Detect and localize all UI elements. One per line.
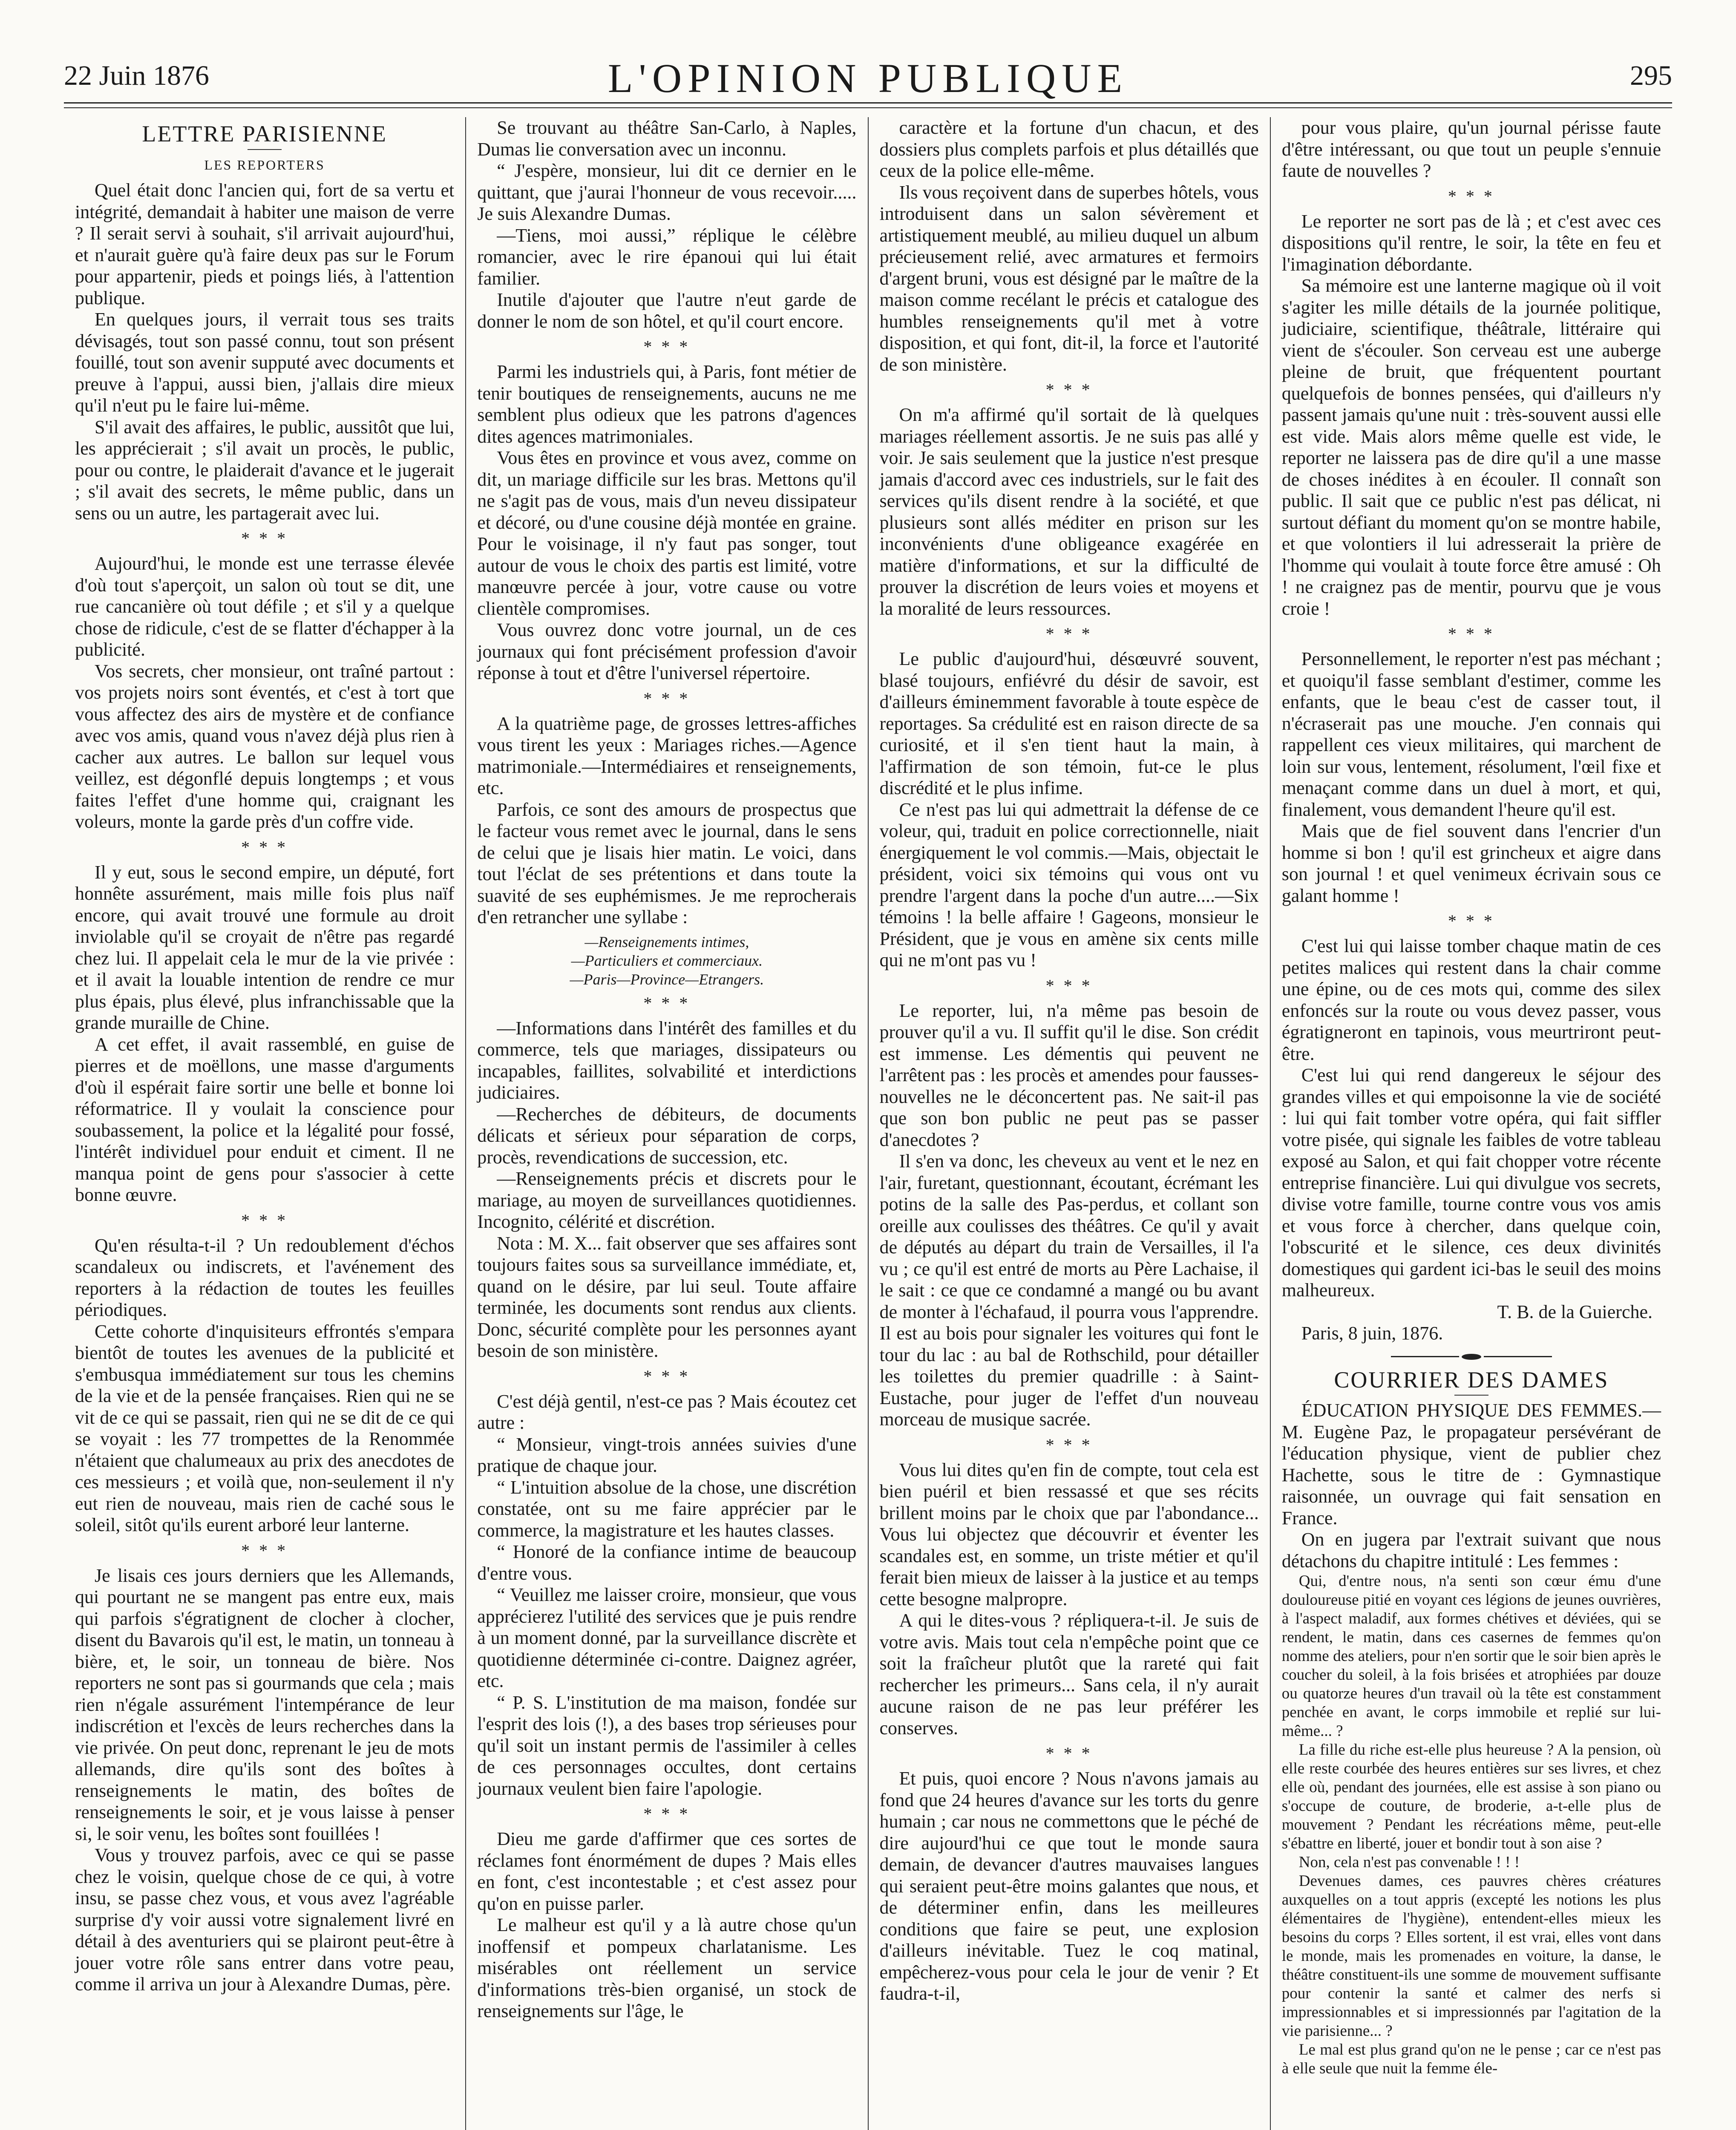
paragraph: Et puis, quoi encore ? Nous n'avons jamais au fond que 24 heures d'avance sur les torts du genre humain ; car nous ne commettons que le péché de dire aujourd'hui ce que tout le monde saura demain, de devancer d'autres mauvaises langues qui seraient peut-être moins galantes que nous, et de déterminer enfin, dans les meilleures conditions que faire se peut, une explosion d'ailleurs inévitable. Tuez le coq matinal, empêcherez-vous pour cela le jour de venir ? Et faudra-t-il, <box>879 1768 1259 2004</box>
paragraph: Parmi les industriels qui, à Paris, font métier de tenir boutiques de renseignements, aucuns ne me semblent plus odieux que les patrons d'agences dites agences matrimoniales. <box>477 361 857 447</box>
paragraph: —Recherches de débiteurs, de documents délicats et sérieux pour séparation de corps, procès, revendications de succession, etc. <box>477 1103 857 1168</box>
asterism: * * * <box>241 1540 288 1560</box>
asterism: * * * <box>643 1366 691 1386</box>
paragraph: A la quatrième page, de grosses lettres-affiches vous tirent les yeux : Mariages riches.—Agence matrimoniale.—Intermédiaires et renseignements, etc. <box>477 713 857 798</box>
paragraph: Ce n'est pas lui qui admettrait la défense de ce voleur, qui, traduit en police correctionnelle, niait énergiquement le vol commis.—Mais, objectait le président, voici six témoins qui vous ont vu prendre l'argent dans la poche d'un autre....—Six témoins ! la belle affaire ! Gageons, monsieur le Président, que je vous en amène six cents mille qui ne m'ont pas vu ! <box>879 799 1259 970</box>
excerpt-paragraph: Le mal est plus grand qu'on ne le pense ; car ce n'est pas à elle seule que nuit la femme éle- <box>1281 2041 1661 2077</box>
asterism: * * * <box>1045 624 1093 643</box>
paragraph: —Tiens, moi aussi,” réplique le célèbre romancier, avec le rire épanoui qui lui était familier. <box>477 225 857 289</box>
asterism: * * * <box>643 337 691 356</box>
asterism: * * * <box>241 1210 288 1230</box>
paragraph: caractère et la fortune d'un chacun, et des dossiers plus complets parfois et plus détaillés que ceux de la police elle-même. <box>879 117 1259 181</box>
author-signature: T. B. de la Guierche. <box>1497 1301 1653 1322</box>
excerpt-paragraph: La fille du riche est-elle plus heureuse ? A la pension, où elle reste courbée des heures entières sur ses livres, et chez elle où, pendant des journées, elle est assise à son piano ou s'occupe de couture, de broderie, a-t-elle plus de mouvement ? Pendant les récréations même, peut-elle s'ébattre en liberté, jouer et bondir tout à son aise ? <box>1281 1741 1661 1852</box>
column-4 <box>1270 117 1672 2130</box>
paragraph: Vous y trouvez parfois, avec ce qui se passe chez le voisin, quelque chose de ce qui, à votre insu, se passe chez vous, et vous avez l'agréable surprise d'y voir aussi votre signalement livré en détail à des aventuriers qui se plairont peut-être à jouer votre rôle sans entrer dans votre peau, comme il arriva un jour à Alexandre Dumas, père. <box>75 1845 455 1995</box>
page-number: 295 <box>1630 60 1672 91</box>
paragraph: “ L'intuition absolue de la chose, une discrétion constatée, ont su me faire apprécier par le commerce, la magistrature et les hautes classes. <box>477 1477 857 1541</box>
asterism: * * * <box>241 837 288 857</box>
asterism: * * * <box>1448 624 1495 643</box>
section-title: COURRIER DES DAMES <box>1334 1367 1609 1393</box>
paragraph: Je lisais ces jours derniers que les Allemands, qui pourtant ne se mangent pas entre eux, mais qui parfois s'égratignent de clocher à clocher, disent du Bavarois qu'il est, le matin, un tonneau à bière, et, le soir, un tonneau de bière. Nos reporters ne sont pas si gourmands que cela ; mais rien n'égale assurément l'intempérance de leur indiscrétion et l'excès de leurs recherches dans la vie privée. On peut donc, reprenant le jeu de mots allemands, dire qu'ils sont des boîtes à renseignements le matin, des boîtes de renseignements le soir, et je vous laisse à penser si, le soir venu, les boîtes sont fouillées ! <box>75 1565 455 1844</box>
listing-line: —Renseignements intimes, <box>584 933 749 950</box>
masthead <box>64 47 1672 111</box>
paragraph: Vos secrets, cher monsieur, ont traîné partout : vos projets noirs sont éventés, et c'est à tort que vous affectez des airs de mystère et de confiance avec vos amis, quand vous n'avez déjà plus rien à cacher aux autres. Le ballon sur lequel vous veillez, est dégonflé depuis longtemps ; et vous faites l'effet d'une homme qui, craignant les voleurs, monte la garde près d'un coffre vide. <box>75 660 455 832</box>
paragraph: On en jugera par l'extrait suivant que nous détachons du chapitre intitulé : Les femmes : <box>1281 1529 1661 1572</box>
masthead-rule-thin <box>64 107 1672 108</box>
book-excerpt <box>1282 1572 1661 2078</box>
divider <box>248 149 282 150</box>
paragraph: Sa mémoire est une lanterne magique où il voit s'agiter les mille détails de la journée politique, judiciaire, scientifique, théâtrale, littéraire qui vient de s'écouler. Son cerveau est une auberge pleine de bruit, que fréquentent pourtant quelquefois de bonnes pensées, qui d'ailleurs n'y passent jamais qu'une nuit : très-souvent aussi elle est vide. Mais alors même quelle est vide, le reporter ne laissera pas de dire qu'il a une masse de choses inédites à en écouler. Il connaît son public. Il sait que ce public n'est pas délicat, ni surtout défiant du moment qu'on se montre habile, et que volontiers il lui adresserait la prière de l'homme qui voulait à toute force être amusé : Oh ! ne craignez pas de mentir, pourvu que je vous croie ! <box>1281 275 1661 619</box>
paragraph: Le reporter, lui, n'a même pas besoin de prouver qu'il a vu. Il suffit qu'il le dise. Son crédit est immense. Les démentis qui peuvent ne l'arrêtent pas : les procès et amendes pour fausses-nouvelles ne le déconcertent pas. Ne sait-il pas que son bon public ne peut pas se passer d'anecdotes ? <box>879 1000 1259 1150</box>
ornamental-divider <box>1282 1354 1661 1360</box>
paragraph: Mais que de fiel souvent dans l'encrier d'un homme si bon ! qu'il est grincheux et aigre dans son journal ! et quel venimeux écrivain sous ce galant homme ! <box>1281 820 1661 906</box>
paragraph: “ P. S. L'institution de ma maison, fondée sur l'esprit des lois (!), a des bases trop sérieuses pour qu'il soit un instant permis de l'assimiler à celles de ces personnages occultes, dont certains journaux veulent bien faire l'apologie. <box>477 1692 857 1799</box>
paragraph: C'est lui qui rend dangereux le séjour des grandes villes et qui empoisonne la vie de société : lui qui fait tomber votre opéra, qui fait siffler votre pisée, qui signale les faibles de votre tableau exposé au Salon, et qui fait chopper votre récente entreprise financière. Lui qui divulgue vos secrets, divise votre famille, tourne contre vous vos amis et vous force à chercher, dans quelque coin, l'obscurité et le silence, ces deux divinités domestiques qui gardent ici-bas le seuil des moins malheureux. <box>1281 1065 1661 1301</box>
excerpt-paragraph: Devenues dames, ces pauvres chères créatures auxquelles on a tout appris (excepté les notions les plus élémentaires de l'hygiène), entendent-elles mieux les besoins du corps ? Elles sortent, il est vrai, elles vont dans le monde, mais les promenades en voiture, la danse, le théâtre constituent-ils une somme de mouvement suffisante pour contenir la santé et calmer des nerfs si impressionnables et si impressionnés par l'agitation de la vie parisienne... ? <box>1281 1872 1661 2040</box>
paragraph: —Renseignements précis et discrets pour le mariage, au moyen de surveillances quotidiennes. Incognito, célérité et discrétion. <box>477 1168 857 1232</box>
asterism: * * * <box>643 993 691 1013</box>
paragraph: Qu'en résulta-t-il ? Un redoublement d'échos scandaleux ou indiscrets, et l'avénement des reporters à la rédaction de toutes les feuilles périodiques. <box>75 1235 455 1320</box>
issue-date: 22 Juin 1876 <box>64 60 210 91</box>
paragraph: Ils vous reçoivent dans de superbes hôtels, vous introduisent dans un salon sévèrement et artistiquement meublé, au milieu duquel un album précieusement relié, avec armatures et fermoirs d'argent bruni, vous est désigné par le maître de la maison comme recélant le précis et catalogue des humbles renseignements qu'il met à votre disposition, et qui font, dit-il, la force et l'autorité de son ministère. <box>879 181 1259 375</box>
asterism: * * * <box>241 529 288 548</box>
asterism: * * * <box>1448 186 1495 206</box>
paragraph: “ Honoré de la confiance intime de beaucoup d'entre vous. <box>477 1541 857 1584</box>
paragraph: ÉDUCATION PHYSIQUE DES FEMMES.—M. Eugène Paz, le propagateur persévérant de l'éducation physique, vient de publier chez Hachette, sous le titre de : Gymnastique raisonnée, un ouvrage qui fait sensation en France. <box>1281 1400 1661 1528</box>
listing-line: —Paris—Province—Etrangers. <box>570 970 764 988</box>
paragraph: Aujourd'hui, le monde est une terrasse élevée d'où tout s'aperçoit, un salon où tout se dit, une rue cancanière où tout défile ; et s'il y a quelque chose de ridicule, c'est de se flatter d'échapper à la publicité. <box>75 553 455 660</box>
paragraph: “ Monsieur, vingt-trois années suivies d'une pratique de chaque jour. <box>477 1433 857 1476</box>
paragraph: A cet effet, il avait rassemblé, en guise de pierres et de moëllons, une masse d'arguments d'où il espérait faire sortir une belle et bonne loi réformatrice. Il y voulait la conscience pour soubassement, la police et la légalité pour fossé, l'intérêt individuel pour enduit et ciment. Il ne manqua point de gens pour s'associer à cette bonne œuvre. <box>75 1033 455 1205</box>
paragraph: Parfois, ce sont des amours de prospectus que le facteur vous remet avec le journal, dans le sens de celui que je lisais hier matin. Le voici, dans tout l'éclat de ses prétentions et dans toute la suavité de ses euphémismes. Je me reprocherais d'en retrancher une syllabe : <box>477 799 857 927</box>
paragraph: Dieu me garde d'affirmer que ces sortes de réclames font énormément de dupes ? Mais elles en font, c'est incontestable ; et c'est assez pour qu'on en puisse parler. <box>477 1828 857 1914</box>
column-1 <box>64 117 465 2130</box>
section-title: LETTRE PARISIENNE <box>142 121 387 147</box>
paragraph: Quel était donc l'ancien qui, fort de sa vertu et intégrité, demandait à habiter une maison de verre ? Il serait servi à souhait, s'il arrivait aujourd'hui, et n'aurait guère qu'à faire deux pas sur le Forum pour appartenir, pieds et poings liés, à l'attention publique. <box>75 180 455 308</box>
paragraph: Nota : M. X... fait observer que ses affaires sont toujours faites sous sa surveillance immédiate, et, quand on le désire, par lui seul. Toute affaire terminée, les documents sont rendus aux clients. Donc, sécurité complète pour les personnes ayant besoin de son ministère. <box>477 1232 857 1361</box>
asterism: * * * <box>1045 976 1093 995</box>
columns <box>64 117 1672 2130</box>
masthead-rule <box>64 102 1672 104</box>
paragraph: C'est lui qui laisse tomber chaque matin de ces petites malices qui restent dans la chair comme une épine, ou de ces mots qui, comme des silex enfoncés sur la route ou vous devez passer, vous égratigneront en tapinois, vous meurtriront peut-être. <box>1281 935 1661 1064</box>
paragraph: Inutile d'ajouter que l'autre n'eut garde de donner le nom de son hôtel, et qu'il court encore. <box>477 289 857 332</box>
paragraph: Il s'en va donc, les cheveux au vent et le nez en l'air, furetant, questionnant, écoutant, écrémant les potins de la salle des Pas-perdus, et collant son oreille aux coulisses des théâtres. Ce qu'il y avait de députés au départ du train de Versailles, il l'a vu ; ce qu'il est entré de morts au Père Lachaise, il le sait : ce que ce condamné a mangé ou bu avant de monter à l'échafaud, il pourra vous l'apprendre. Il est au bois pour signaler les voitures qui font le tour du lac : au bal de Rothschild, pour détailler les toilettes du premier quadrille : à Saint-Eustache, pour juger de l'effet d'un nouveau morceau de musique sacrée. <box>879 1151 1259 1430</box>
paragraph: S'il avait des affaires, le public, aussitôt que lui, les apprécierait ; s'il avait un procès, le public, pour ou contre, le plaiderait d'avance et le jugerait ; s'il avait des secrets, le même public, dans un sens ou un autre, les partagerait avec lui. <box>75 416 455 524</box>
paragraph: “ J'espère, monsieur, lui dit ce dernier en le quittant, que j'aurai l'honneur de vous recevoir..... Je suis Alexandre Dumas. <box>477 160 857 224</box>
excerpt-paragraph: Non, cela n'est pas convenable ! ! ! <box>1298 1854 1520 1871</box>
paragraph: Personnellement, le reporter n'est pas méchant ; et quoiqu'il fasse semblant d'estimer, comme les enfants, que le beau c'est de casser tout, il n'écraserait pas une mouche. J'en connais qui rappellent ces vieux militaires, qui marchent de loin sur vous, lentement, résolument, l'œil fixe et menaçant comme dans un duel à mort, et qui, finalement, vous demandent l'heure qu'il est. <box>1281 648 1661 820</box>
column-3 <box>868 117 1270 2130</box>
column-2 <box>465 117 867 2130</box>
asterism: * * * <box>1045 380 1093 399</box>
dateline: Paris, 8 juin, 1876. <box>1301 1323 1443 1344</box>
paragraph: “ Veuillez me laisser croire, monsieur, que vous apprécierez l'utilité des services que je puis rendre à un moment donné, par la surveillance discrète et quotidienne déterminée ci-contre. Daignez agréer, etc. <box>477 1584 857 1691</box>
asterism: * * * <box>1448 911 1495 930</box>
paragraph: Le malheur est qu'il y a là autre chose qu'un inoffensif et pompeux charlatanisme. Les misérables ont réellement un service d'informations très-bien organisé, un stock de renseignements sur l'âge, le <box>477 1914 857 2021</box>
paragraph: Se trouvant au théâtre San-Carlo, à Naples, Dumas lie conversation avec un inconnu. <box>477 117 857 160</box>
paragraph: Vous êtes en province et vous avez, comme on dit, un mariage difficile sur les bras. Mettons qu'il ne s'agit pas de vous, mais d'un neveu dissipateur et décoré, ou d'une cousine déjà montée en graine. Pour le voisinage, il n'y faut pas songer, tout autour de vous le choix des partis est limité, votre manœuvre percée à jour, votre cause ou votre clientèle compromises. <box>477 447 857 619</box>
paragraph: Le public d'aujourd'hui, désœuvré souvent, blasé toujours, enfiévré du désir de savoir, est d'ailleurs éminemment favorable à toute espèce de reportages. Sa crédulité est en raison directe de sa curiosité, et il s'en tient haut la main, à l'affirmation de son témoin, fut-ce le plus discrédité et le plus infime. <box>879 648 1259 798</box>
paragraph: C'est déjà gentil, n'est-ce pas ? Mais écoutez cet autre : <box>477 1390 857 1433</box>
newspaper-title: L'OPINION PUBLIQUE <box>607 55 1129 101</box>
asterism: * * * <box>1045 1744 1093 1763</box>
asterism: * * * <box>1045 1435 1093 1454</box>
paragraph: A qui le dites-vous ? répliquera-t-il. Je suis de votre avis. Mais tout cela n'empêche point que ce soit la fraîcheur plutôt que la rareté qui fait rechercher les primeurs... Sans cela, il n'y aurait aucune raison de ne pas leur préférer les conserves. <box>879 1610 1259 1739</box>
divider <box>1454 1395 1488 1396</box>
section-subtitle: LES REPORTERS <box>204 157 325 173</box>
asterism: * * * <box>643 1804 691 1823</box>
paragraph: On m'a affirmé qu'il sortait de là quelques mariages réellement assortis. Je ne suis pas allé y voir. Je sais seulement que la justice n'est presque jamais d'accord avec ces industriels, sur le fait des services qu'ils disent rendre à la société, et que plusieurs sont allés méditer en prison sur les inconvénients d'une obligeance exagérée en matière d'informations, et sur la difficulté de prouver la discrétion de leurs voies et moyens et la moralité de leurs ressources. <box>879 404 1259 619</box>
paragraph: Vous lui dites qu'en fin de compte, tout cela est bien puéril et bien ressassé et que ses récits brillent moins par le choix que par l'abondance... Vous lui objectez que découvrir et éventer les scandales est, en somme, un triste métier et qu'il ferait bien mieux de laisser à la justice et au temps cette besogne malpropre. <box>879 1459 1259 1609</box>
paragraph: Il y eut, sous le second empire, un député, fort honnête assurément, mais mille fois plus naïf encore, qui avait trouvé une formule au droit inviolable qu'il se croyait de n'être pas regardé chez lui. Il appelait cela le mur de la vie privée : et il avait la louable intention de rendre ce mur plus épais, plus élevé, plus infranchissable que la grande muraille de Chine. <box>75 861 455 1033</box>
paragraph: Le reporter ne sort pas de là ; et c'est avec ces dispositions qu'il rentre, le soir, la tête en feu et l'imagination débordante. <box>1281 210 1661 275</box>
paragraph: —Informations dans l'intérêt des familles et du commerce, tels que mariages, dissipateurs ou incapables, faillites, solvabilité et interdictions judiciaires. <box>477 1017 857 1103</box>
paragraph: Vous ouvrez donc votre journal, un de ces journaux qui font précisément profession d'avoir réponse à tout et d'être l'universel répertoire. <box>477 619 857 683</box>
listing-line: —Particuliers et commerciaux. <box>571 952 763 969</box>
excerpt-paragraph: Qui, d'entre nous, n'a senti son cœur ému d'une douloureuse pitié en voyant ces légions de jeunes ouvrières, à l'aspect maladif, aux formes chétives et déviées, qui se rendent, le matin, dans ces casernes de femmes qu'on nomme des ateliers, pour n'en sortir que le soir bien après le coucher du soleil, à la fois brisées et atrophiées par douze ou quatorze heures d'un travail où la tête est constamment penchée en avant, le corps immobile et replié sur lui-même... ? <box>1281 1572 1661 1740</box>
asterism: * * * <box>643 688 691 708</box>
paragraph: En quelques jours, il verrait tous ses traits dévisagés, tout son passé connu, tout son présent fouillé, tout son avenir supputé avec documents et preuve à l'appui, aussi bien, j'allais dire mieux qu'il n'eut pu le faire lui-même. <box>75 309 455 416</box>
prospectus-listing <box>477 933 856 989</box>
paragraph: pour vous plaire, qu'un journal périsse faute d'être intéressant, ou que tout un peuple s'ennuie faute de nouvelles ? <box>1281 117 1661 181</box>
paragraph: Cette cohorte d'inquisiteurs effrontés s'empara bientôt de toutes les avenues de la publicité et s'embusqua immédiatement sur tous les chemins de la vie et de la pensée françaises. Rien qui ne se vit de ce qui se passait, rien qui ne se dit de ce qui se voyait : les 77 trompettes de la Renommée n'étaient que chalumeaux au prix des anecdotes de ces messieurs ; et voilà que, non-seulement il n'y eut rien de nouveau, mais rien de caché sous le soleil, sitôt qu'ils eurent arboré leur lanterne. <box>75 1321 455 1535</box>
